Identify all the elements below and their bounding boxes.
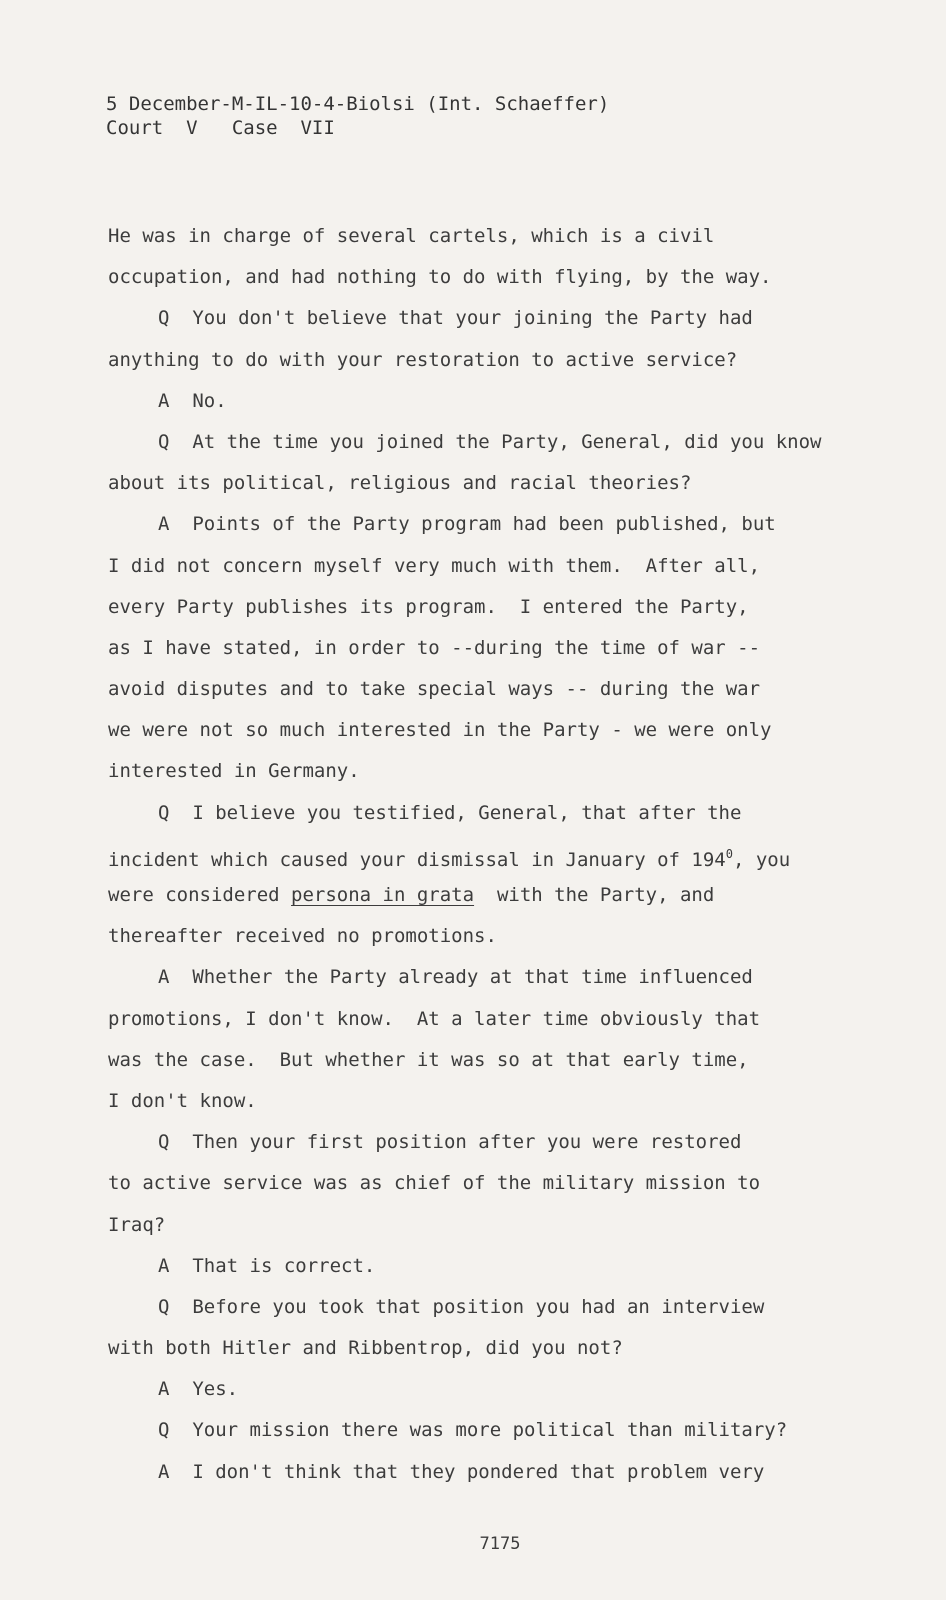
answer-line: A Yes. [158, 1378, 239, 1401]
question-line: Q At the time you joined the Party, General, did you know [158, 430, 822, 453]
transcript-line [108, 834, 878, 875]
transcript-body [108, 216, 878, 1493]
transcript-line: was the case. But whether it was so at that early time, [108, 1048, 749, 1071]
transcript-line: promotions, I don't know. At a later time obviously that [108, 1007, 761, 1030]
header-court-line: Court V Case VII [106, 117, 335, 139]
transcript-line: as I have stated, in order to --during the time of war -- [108, 636, 761, 659]
transcript-line: every Party publishes its program. I entered the Party, [108, 595, 749, 618]
page-header [106, 92, 609, 140]
line-text: incident which caused your dismissal in January of 194 [108, 848, 726, 871]
transcript-line: He was in charge of several cartels, which is a civil [108, 225, 715, 247]
transcript-line: avoid disputes and to take special ways -- during the war [108, 678, 761, 701]
transcript-line: anything to do with your restoration to active service? [108, 348, 738, 371]
transcript-line: thereafter received no promotions. [108, 925, 497, 948]
transcript-line: about its political, religious and racial theories? [108, 472, 692, 495]
answer-line: A Points of the Party program had been published, but [158, 513, 776, 536]
answer-line: A I don't think that they pondered that problem very [158, 1460, 765, 1483]
question-line: Q Before you took that position you had an interview [158, 1295, 765, 1318]
question-line: Q You don't believe that your joining the Party had [158, 307, 753, 330]
transcript-line: interested in Germany. [108, 760, 360, 783]
line-text: were considered [108, 884, 292, 906]
answer-line: A No. [158, 389, 227, 412]
question-line: Q Then your first position after you were restored [158, 1131, 742, 1154]
answer-line: A That is correct. [158, 1254, 376, 1277]
header-session-line: 5 December-M-IL-10-4-Biolsi (Int. Schaeffer) [106, 93, 610, 115]
answer-line: A Whether the Party already at that time influenced [158, 966, 753, 989]
transcript-line: occupation, and had nothing to do with flying, by the way. [108, 266, 772, 289]
transcript-line: I did not concern myself very much with them. After all, [108, 554, 761, 577]
line-text: , you [732, 848, 791, 871]
question-line: Q Your mission there was more political than military? [158, 1419, 788, 1442]
transcript-line: to active service was as chief of the military mission to [108, 1172, 761, 1195]
question-line: Q I believe you testified, General, that after the [158, 801, 742, 824]
transcript-line [108, 875, 878, 916]
transcript-line: Iraq? [108, 1213, 166, 1236]
page-number: 7175 [479, 1534, 521, 1554]
transcript-line: I don't know. [108, 1089, 257, 1112]
superscript-zero: 0 [725, 846, 733, 861]
line-text: with the Party, and [474, 884, 715, 906]
underlined-phrase: persona in grata [291, 884, 475, 906]
transcript-line: with both Hitler and Ribbentrop, did you not? [108, 1337, 623, 1360]
transcript-line: we were not so much interested in the Party - we were only [108, 719, 772, 742]
